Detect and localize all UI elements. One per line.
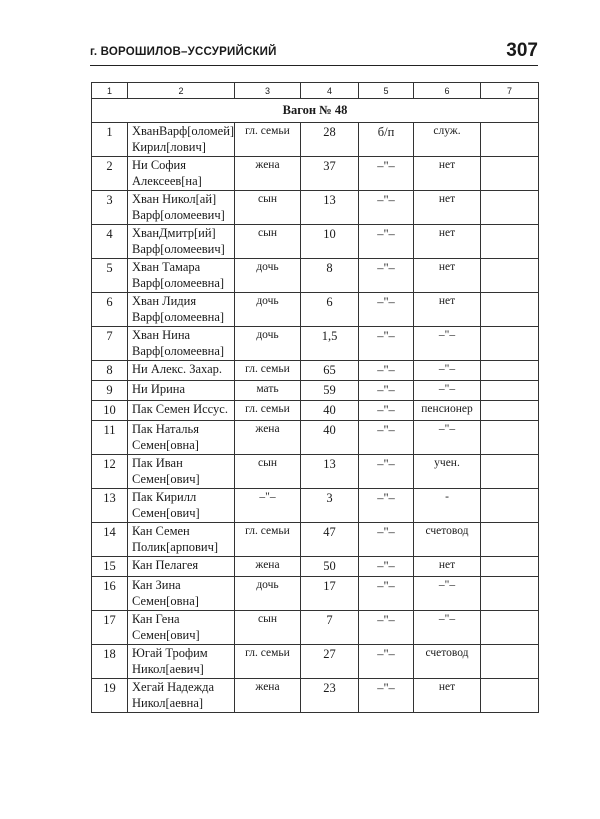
column-5-value: –"–: [359, 157, 414, 191]
person-name: [128, 293, 235, 327]
column-7-value: [481, 361, 539, 381]
row-number: 14: [92, 523, 128, 557]
row-number: 9: [92, 381, 128, 401]
person-name-line: Кан Гена: [132, 612, 180, 626]
occupation: –"–: [414, 611, 481, 645]
column-5-value: –"–: [359, 361, 414, 381]
age: 50: [301, 557, 359, 577]
family-role: гл. семьи: [235, 523, 301, 557]
person-name-line: Ни Ирина: [132, 382, 186, 396]
column-7-value: [481, 191, 539, 225]
age: 23: [301, 679, 359, 713]
person-name-line: Ни Алекс. Захар.: [132, 362, 223, 376]
column-5-value: –"–: [359, 259, 414, 293]
table-row: [92, 645, 539, 679]
page-number: 307: [506, 40, 538, 61]
age: 17: [301, 577, 359, 611]
table-row: [92, 259, 539, 293]
family-role: дочь: [235, 577, 301, 611]
person-name: [128, 327, 235, 361]
occupation: нет: [414, 293, 481, 327]
person-name-line: Варф[оломеевич]: [132, 242, 225, 256]
row-number: 6: [92, 293, 128, 327]
age: 8: [301, 259, 359, 293]
person-name-line: Кирил[лович]: [132, 140, 206, 154]
table-row: [92, 557, 539, 577]
occupation: -: [414, 489, 481, 523]
person-name: [128, 679, 235, 713]
age: 6: [301, 293, 359, 327]
row-number: 18: [92, 645, 128, 679]
column-7-value: [481, 489, 539, 523]
column-number: 4: [301, 83, 359, 99]
table-row: [92, 191, 539, 225]
occupation: –"–: [414, 327, 481, 361]
person-name-line: Кан Семен: [132, 524, 190, 538]
row-number: 17: [92, 611, 128, 645]
running-head: г. ВОРОШИЛОВ–УССУРИЙСКИЙ: [90, 46, 277, 58]
column-7-value: [481, 421, 539, 455]
person-name-line: Варф[оломеевич]: [132, 208, 225, 222]
row-number: 12: [92, 455, 128, 489]
age: 40: [301, 401, 359, 421]
age: 7: [301, 611, 359, 645]
column-5-value: –"–: [359, 293, 414, 327]
occupation: счетовод: [414, 645, 481, 679]
occupation: –"–: [414, 421, 481, 455]
family-role: сын: [235, 455, 301, 489]
column-5-value: –"–: [359, 327, 414, 361]
person-name-line: Варф[оломеевна]: [132, 344, 225, 358]
section-row: [92, 99, 539, 123]
person-name: [128, 259, 235, 293]
row-number: 4: [92, 225, 128, 259]
header-rule: [90, 65, 538, 66]
age: 1,5: [301, 327, 359, 361]
occupation: нет: [414, 157, 481, 191]
occupation: служ.: [414, 123, 481, 157]
occupation: учен.: [414, 455, 481, 489]
table-row: [92, 401, 539, 421]
person-name: [128, 191, 235, 225]
column-7-value: [481, 557, 539, 577]
family-role: –"–: [235, 489, 301, 523]
age: 27: [301, 645, 359, 679]
family-role: гл. семьи: [235, 645, 301, 679]
age: 13: [301, 191, 359, 225]
column-7-value: [481, 259, 539, 293]
column-5-value: –"–: [359, 645, 414, 679]
family-role: сын: [235, 191, 301, 225]
table-body: [92, 83, 539, 713]
person-name-line: Хван Нина: [132, 328, 191, 342]
person-name-line: Пак Семен Иссус.: [132, 402, 228, 416]
page-header: [90, 40, 538, 70]
row-number: 1: [92, 123, 128, 157]
family-role: сын: [235, 225, 301, 259]
person-name-line: Хван Лидия: [132, 294, 197, 308]
column-5-value: –"–: [359, 489, 414, 523]
person-name-line: Хван Никол[ай]: [132, 192, 217, 206]
column-7-value: [481, 157, 539, 191]
row-number: 8: [92, 361, 128, 381]
family-role: жена: [235, 421, 301, 455]
column-number: 6: [414, 83, 481, 99]
table-row: [92, 381, 539, 401]
person-name: [128, 225, 235, 259]
person-name-line: Никол[аевич]: [132, 662, 204, 676]
occupation: –"–: [414, 381, 481, 401]
person-name: [128, 523, 235, 557]
person-name-line: Семен[ович]: [132, 506, 200, 520]
column-5-value: –"–: [359, 421, 414, 455]
column-5-value: –"–: [359, 679, 414, 713]
table-row: [92, 455, 539, 489]
age: 37: [301, 157, 359, 191]
column-7-value: [481, 645, 539, 679]
age: 59: [301, 381, 359, 401]
row-number: 5: [92, 259, 128, 293]
column-5-value: –"–: [359, 611, 414, 645]
column-number: 5: [359, 83, 414, 99]
deportation-list-table: [91, 82, 539, 713]
column-7-value: [481, 577, 539, 611]
person-name: [128, 577, 235, 611]
person-name-line: Семен[ович]: [132, 628, 200, 642]
table-row: [92, 361, 539, 381]
column-5-value: –"–: [359, 381, 414, 401]
table-row: [92, 679, 539, 713]
row-number: 2: [92, 157, 128, 191]
person-name-line: Полик[арпович]: [132, 540, 219, 554]
column-5-value: –"–: [359, 455, 414, 489]
person-name-line: Семен[овна]: [132, 438, 199, 452]
person-name: [128, 455, 235, 489]
column-7-value: [481, 123, 539, 157]
occupation: нет: [414, 259, 481, 293]
table-row: [92, 293, 539, 327]
person-name-line: Никол[аевна]: [132, 696, 204, 710]
age: 47: [301, 523, 359, 557]
row-number: 16: [92, 577, 128, 611]
family-role: жена: [235, 157, 301, 191]
occupation: нет: [414, 679, 481, 713]
age: 13: [301, 455, 359, 489]
row-number: 19: [92, 679, 128, 713]
column-7-value: [481, 293, 539, 327]
row-number: 3: [92, 191, 128, 225]
person-name-line: Кан Пелагея: [132, 558, 199, 572]
person-name-line: ХванВарф[оломей]: [132, 124, 235, 138]
family-role: мать: [235, 381, 301, 401]
person-name-line: ХванДмитр[ий]: [132, 226, 216, 240]
table-row: [92, 225, 539, 259]
table-row: [92, 611, 539, 645]
table-row: [92, 123, 539, 157]
row-number: 7: [92, 327, 128, 361]
column-number: 7: [481, 83, 539, 99]
column-7-value: [481, 401, 539, 421]
person-name-line: Семен[ович]: [132, 472, 200, 486]
column-7-value: [481, 523, 539, 557]
column-number: 3: [235, 83, 301, 99]
column-5-value: –"–: [359, 523, 414, 557]
occupation: пенсионер: [414, 401, 481, 421]
person-name: [128, 157, 235, 191]
table-row: [92, 489, 539, 523]
occupation: нет: [414, 191, 481, 225]
column-7-value: [481, 679, 539, 713]
person-name-line: Ни София: [132, 158, 186, 172]
column-number-row: [92, 83, 539, 99]
family-role: жена: [235, 679, 301, 713]
occupation: –"–: [414, 361, 481, 381]
person-name: [128, 421, 235, 455]
column-5-value: –"–: [359, 577, 414, 611]
occupation: –"–: [414, 577, 481, 611]
family-role: гл. семьи: [235, 401, 301, 421]
person-name-line: Варф[оломеевна]: [132, 310, 225, 324]
person-name-line: Хван Тамара: [132, 260, 201, 274]
person-name: [128, 645, 235, 679]
column-7-value: [481, 327, 539, 361]
table-row: [92, 577, 539, 611]
family-role: сын: [235, 611, 301, 645]
family-role: гл. семьи: [235, 123, 301, 157]
person-name-line: Пак Наталья: [132, 422, 199, 436]
family-role: дочь: [235, 327, 301, 361]
person-name-line: Пак Иван: [132, 456, 183, 470]
table-row: [92, 523, 539, 557]
person-name: [128, 123, 235, 157]
column-5-value: –"–: [359, 191, 414, 225]
row-number: 15: [92, 557, 128, 577]
section-title: Вагон № 48: [92, 99, 539, 123]
person-name-line: Хегай Надежда: [132, 680, 215, 694]
person-name: [128, 557, 235, 577]
column-5-value: –"–: [359, 225, 414, 259]
person-name-line: Алексеев[на]: [132, 174, 202, 188]
column-number: 2: [128, 83, 235, 99]
table-row: [92, 157, 539, 191]
family-role: жена: [235, 557, 301, 577]
table-row: [92, 421, 539, 455]
column-5-value: –"–: [359, 557, 414, 577]
occupation: счетовод: [414, 523, 481, 557]
age: 3: [301, 489, 359, 523]
column-7-value: [481, 455, 539, 489]
column-7-value: [481, 381, 539, 401]
column-5-value: б/п: [359, 123, 414, 157]
person-name-line: Кан Зина: [132, 578, 181, 592]
table-row: [92, 327, 539, 361]
age: 28: [301, 123, 359, 157]
person-name-line: Семен[овна]: [132, 594, 199, 608]
occupation: нет: [414, 225, 481, 259]
person-name: [128, 401, 235, 421]
family-role: дочь: [235, 293, 301, 327]
person-name: [128, 381, 235, 401]
row-number: 13: [92, 489, 128, 523]
row-number: 10: [92, 401, 128, 421]
column-7-value: [481, 611, 539, 645]
age: 40: [301, 421, 359, 455]
person-name: [128, 361, 235, 381]
person-name: [128, 611, 235, 645]
family-role: дочь: [235, 259, 301, 293]
person-name-line: Пак Кирилл: [132, 490, 197, 504]
column-5-value: –"–: [359, 401, 414, 421]
age: 65: [301, 361, 359, 381]
column-7-value: [481, 225, 539, 259]
column-number: 1: [92, 83, 128, 99]
person-name-line: Варф[оломеевна]: [132, 276, 225, 290]
person-name-line: Югай Трофим: [132, 646, 208, 660]
occupation: нет: [414, 557, 481, 577]
family-role: гл. семьи: [235, 361, 301, 381]
age: 10: [301, 225, 359, 259]
person-name: [128, 489, 235, 523]
row-number: 11: [92, 421, 128, 455]
